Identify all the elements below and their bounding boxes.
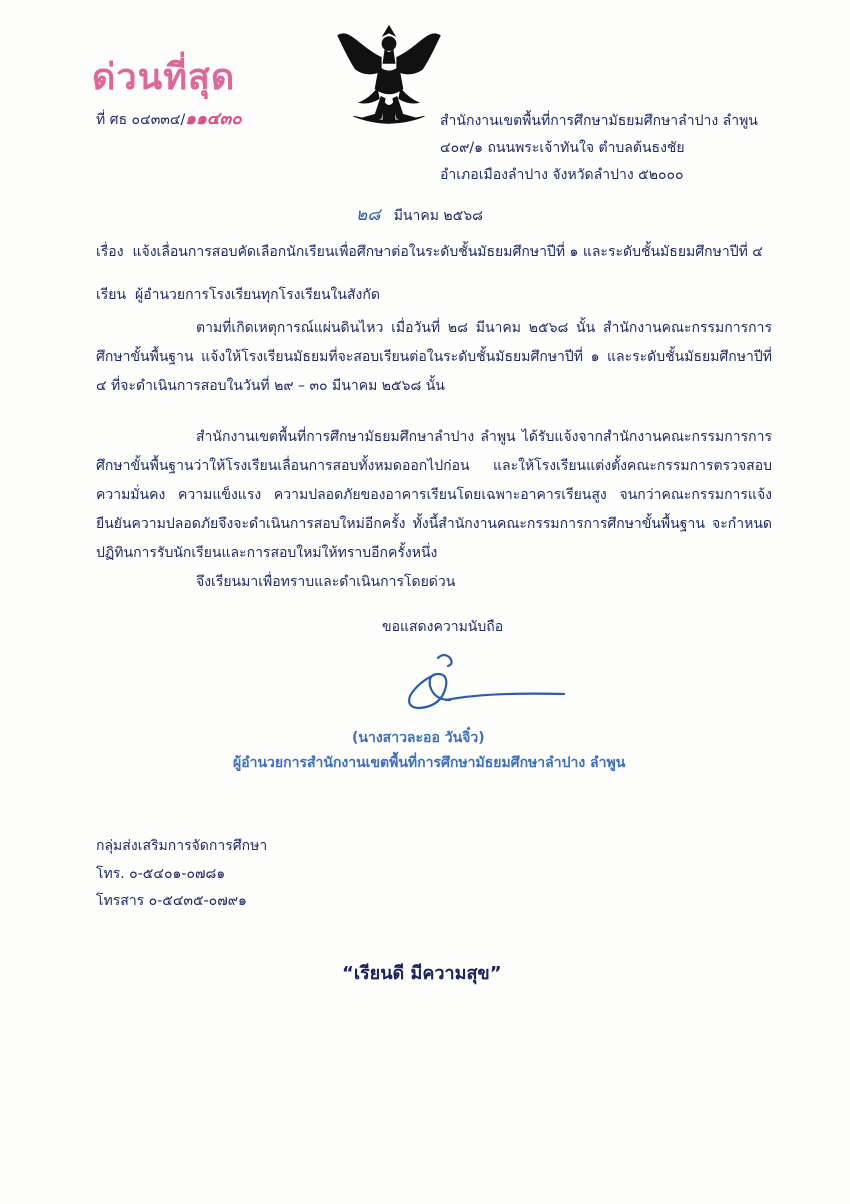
recipient-label: เรียน <box>96 287 127 303</box>
date-day-handwritten: ๒๘ <box>356 205 381 225</box>
contact-fax: โทรสาร ๐-๕๔๓๕-๐๗๙๑ <box>96 893 247 909</box>
subject-label: เรื่อง <box>96 244 124 260</box>
office-city: อำเภอเมืองลำปาง จังหวัดลำปาง ๕๒๐๐๐ <box>440 167 684 183</box>
body-paragraph-3: จึงเรียนมาเพื่อทราบและดำเนินการโดยด่วน <box>196 574 456 590</box>
recipient-line <box>96 286 380 305</box>
motto: “เรียนดี มีความสุข” <box>342 963 502 984</box>
reference-handwritten-number: ๑๑๔๓๐ <box>185 109 242 129</box>
recipient-text: ผู้อำนวยการโรงเรียนทุกโรงเรียนในสังกัด <box>134 287 380 303</box>
subject-line <box>96 243 763 262</box>
body-paragraph-2: สำนักงานเขตพื้นที่การศึกษามัธยมศึกษาลำปาง ลำพูน ได้รับแจ้งจากสำนักงานคณะกรรมการการศึกษาขั้นพื้นฐานว่าให้โรงเรียนเลื่อนการสอบทั้งหมดออกไปก่อน และให้โรงเรียนแต่งตั้งคณะกรรมการตรวจสอบความมั่นคง ความแข็งแรง ความปลอดภัยของอาคารเรียนโดยเฉพาะอาคารเรียนสูง จนกว่าคณะกรรมการแจ้งยืนยันความปลอดภัยจึงจะดำเนินการสอบใหม่อีกครั้ง ทั้งนี้สำนักงานคณะกรรมการการศึกษาขั้นพื้นฐาน จะกำหนดปฏิทินการรับนักเรียนและการสอบใหม่ให้ทราบอีกครั้งหนึ่ง <box>96 429 772 561</box>
contact-unit: กลุ่มส่งเสริมการจัดการศึกษา <box>96 838 268 854</box>
reference-number <box>96 110 242 130</box>
urgency-stamp: ด่วนที่สุด <box>92 57 236 98</box>
garuda-emblem-icon <box>330 18 448 136</box>
reference-prefix: ที่ ศธ ๐๔๓๓๔/ <box>96 112 186 128</box>
body-paragraph-1: ตามที่เกิดเหตุการณ์แผ่นดินไหว เมื่อวันที่ ๒๘ มีนาคม ๒๕๖๘ นั้น สำนักงานคณะกรรมการการศึกษาขั้นพื้นฐาน แจ้งให้โรงเรียนมัธยมที่จะสอบเรียนต่อในระดับชั้นมัธยมศึกษาปีที่ ๑ และระดับชั้นมัธยมศึกษาปีที่ ๔ ที่จะดำเนินการสอบในวันที่ ๒๙ – ๓๐ มีนาคม ๒๕๖๘ นั้น <box>96 320 772 394</box>
closing-phrase: ขอแสดงความนับถือ <box>382 619 504 635</box>
subject-text: แจ้งเลื่อนการสอบคัดเลือกนักเรียนเพื่อศึกษาต่อในระดับชั้นมัธยมศึกษาปีที่ ๑ และระดับชั้นมัธยมศึกษาปีที่ ๔ <box>132 244 763 260</box>
date-month-year: มีนาคม ๒๕๖๘ <box>393 208 483 224</box>
office-name: สำนักงานเขตพื้นที่การศึกษามัธยมศึกษาลำปาง ลำพูน <box>440 113 758 129</box>
letter-date <box>356 206 483 226</box>
contact-phone: โทร. ๐-๕๔๐๑-๐๗๘๑ <box>96 866 226 882</box>
office-street: ๔๐๙/๑ ถนนพระเจ้าทันใจ ตำบลต้นธงชัย <box>440 140 685 156</box>
handwritten-signature-icon <box>400 650 570 720</box>
signatory-title: ผู้อำนวยการสำนักงานเขตพื้นที่การศึกษามัธยมศึกษาลำปาง ลำพูน <box>233 755 626 771</box>
signatory-name: (นางสาวละออ วันจิ๋ว) <box>352 730 485 746</box>
